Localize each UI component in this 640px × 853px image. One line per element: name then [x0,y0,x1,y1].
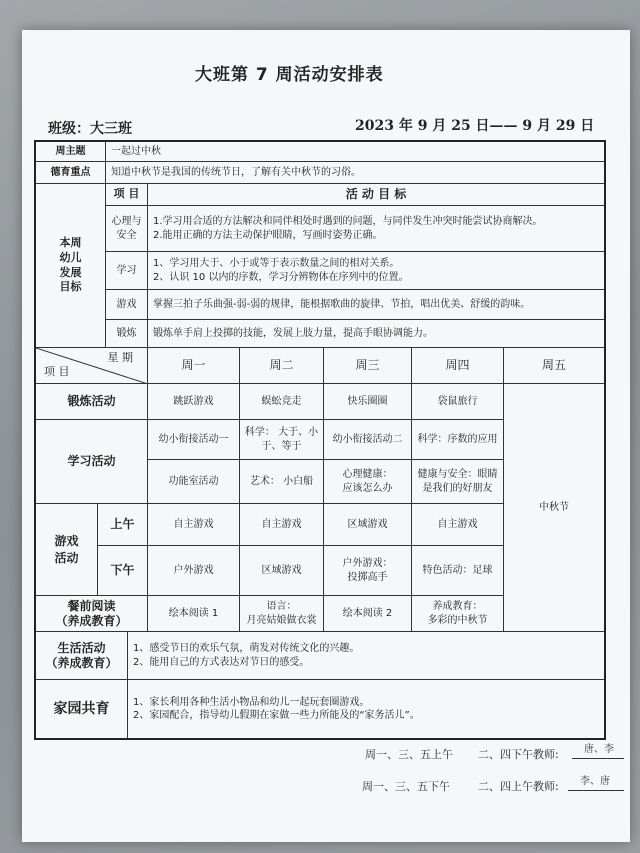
goal-item-psych: 心理与 安全 [106,206,148,252]
games-am-thu: 自主游戏 [412,504,504,546]
page-title: 大班第 7 周活动安排表 [195,65,384,85]
day-wed: 周三 [324,348,412,384]
date-range: 2023 年 9 月 25 日—— 9 月 29 日 [355,118,595,134]
goal-text-game: 掌握三拍子乐曲强-弱-弱的规律，能根据歌曲的旋律、节拍，唱出优美、舒缓的韵味。 [148,290,604,320]
goals-section-label: 本周 幼儿 发展 目标 [36,184,106,348]
day-tue: 周二 [240,348,324,384]
goal-item-study: 学习 [106,252,148,290]
corner-item-label: 项 目 [44,365,70,379]
footer-line1-signature: 唐、李 [584,744,614,755]
footer-line1-left: 周一、三、五上午 [365,748,453,761]
games-pm-wed: 户外游戏： 投掷高手 [324,546,412,596]
reading-wed: 绘本阅读 2 [324,596,412,632]
reading-tue: 语言： 月亮姑娘做衣裳 [240,596,324,632]
reading-mon: 绘本阅读 1 [148,596,240,632]
goal-item-exercise: 锻炼 [106,320,148,348]
games-am-wed: 区域游戏 [324,504,412,546]
goals-target-header: 活 动 目 标 [148,184,604,206]
schedule-table [34,140,606,740]
life-activity-text: 1、感受节日的欢乐气氛，萌发对传统文化的兴趣。 2、能用自己的方式表达对节日的感受。 [128,632,604,680]
footer-line2-signature: 李、唐 [580,776,610,787]
games-pm-mon: 户外游戏 [148,546,240,596]
study-thu-2: 健康与安全：眼睛 是我们的好朋友 [412,460,504,504]
exercise-wed: 快乐圈圈 [324,384,412,420]
footer-line1-right: 二、四下午教师: [478,748,559,761]
study-tue-2: 艺术： 小白船 [240,460,324,504]
study-activity-label: 学习活动 [36,420,148,504]
study-thu-1: 科学：序数的应用 [412,420,504,460]
games-am-label: 上午 [98,504,148,546]
goal-text-exercise: 锻炼单手肩上投掷的技能，发展上肢力量，提高手眼协调能力。 [148,320,604,348]
study-wed-1: 幼小衔接活动二 [324,420,412,460]
games-am-mon: 自主游戏 [148,504,240,546]
study-mon-1: 幼小衔接活动一 [148,420,240,460]
study-mon-2: 功能室活动 [148,460,240,504]
theme-label: 周主题 [36,142,106,162]
games-activity-label: 游戏 活动 [36,504,98,596]
goals-item-header: 项 目 [106,184,148,206]
exercise-mon: 跳跃游戏 [148,384,240,420]
games-pm-thu: 特色活动：足球 [412,546,504,596]
goal-text-psych: 1.学习用合适的方法解决和同伴相处时遇到的问题，与同伴发生冲突时能尝试协商解决。 2.能用正确的方法主动保护眼睛，写画时姿势正确。 [148,206,604,252]
games-pm-tue: 区域游戏 [240,546,324,596]
life-activity-label: 生活活动 （养成教育） [36,632,128,680]
day-fri: 周五 [504,348,604,384]
home-coop-text: 1、家长利用各种生活小物品和幼儿一起玩套圈游戏。 2、家园配合，指导幼儿假期在家做一些力所能及的“家务活儿”。 [133,696,420,721]
friday-all-day: 中秋节 [504,384,604,632]
moral-label: 德育重点 [36,162,106,184]
study-tue-1: 科学： 大于、小 于、等于 [240,420,324,460]
exercise-activity-label: 锻炼活动 [36,384,148,420]
games-pm-label: 下午 [98,546,148,596]
footer-line1-underline [572,758,624,759]
goal-item-game: 游戏 [106,290,148,320]
exercise-tue: 蜈蚣竞走 [240,384,324,420]
day-thu: 周四 [412,348,504,384]
exercise-thu: 袋鼠旅行 [412,384,504,420]
schedule-corner [36,348,148,384]
study-wed-2: 心理健康： 应该怎么办 [324,460,412,504]
day-mon: 周一 [148,348,240,384]
moral-value: 知道中秋节是我国的传统节日，了解有关中秋节的习俗。 [106,162,604,184]
goal-text-study: 1、学习用大于、小于或等于表示数量之间的相对关系。 2、认识 10 以内的序数，学习分辨物体在序列中的位置。 [148,252,604,290]
theme-value: 一起过中秋 [106,142,604,162]
footer-line2-underline [568,790,624,791]
games-am-tue: 自主游戏 [240,504,324,546]
reading-thu: 养成教育： 多彩的中秋节 [412,596,504,632]
reading-activity-label: 餐前阅读 （养成教育） [36,596,148,632]
class-label: 班级：大三班 [48,121,132,137]
home-coop-label: 家园共育 [36,680,128,738]
footer-line2-right: 二、四上午教师: [478,780,559,793]
corner-week-label: 星 期 [107,351,133,364]
footer-line2-left: 周一、三、五下午 [362,780,450,793]
